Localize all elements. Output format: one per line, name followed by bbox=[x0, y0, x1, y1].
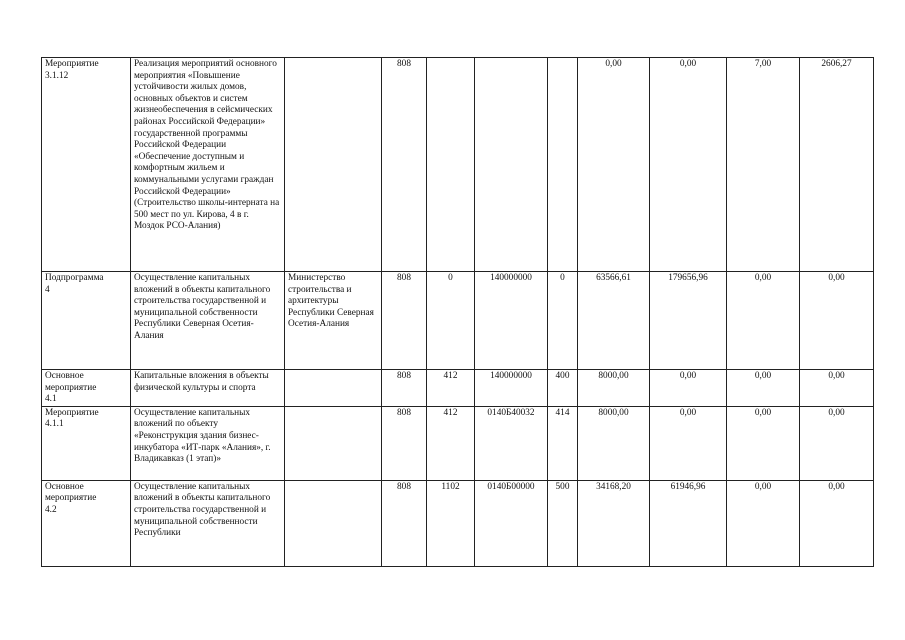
section-code-cell bbox=[427, 58, 475, 272]
section-code-cell: 0 bbox=[427, 272, 475, 370]
row-type-cell: Основное мероприятие 4.2 bbox=[42, 480, 131, 566]
description-cell: Осуществление капитальных вложений в объекты капитального строительства государственной и муниципальной собственности Республики bbox=[131, 480, 285, 566]
amount-cell-1: 8000,00 bbox=[578, 406, 650, 480]
table-row bbox=[42, 406, 874, 480]
amount-cell-3: 0,00 bbox=[727, 480, 800, 566]
amount-cell-2: 0,00 bbox=[650, 370, 727, 407]
table-row bbox=[42, 58, 874, 272]
amount-cell-3: 0,00 bbox=[727, 370, 800, 407]
expense-type-cell bbox=[548, 58, 578, 272]
amount-cell-1: 63566,61 bbox=[578, 272, 650, 370]
amount-cell-3: 0,00 bbox=[727, 272, 800, 370]
target-article-cell: 140000000 bbox=[475, 370, 548, 407]
section-code-cell: 1102 bbox=[427, 480, 475, 566]
executor-cell: Министерство строительства и архитектуры Республики Северная Осетия-Алания bbox=[285, 272, 382, 370]
row-type-cell: Мероприятие 3.1.12 bbox=[42, 58, 131, 272]
expense-type-cell: 400 bbox=[548, 370, 578, 407]
amount-cell-2: 179656,96 bbox=[650, 272, 727, 370]
grbs-code-cell: 808 bbox=[382, 406, 427, 480]
amount-cell-3: 7,00 bbox=[727, 58, 800, 272]
amount-cell-4: 0,00 bbox=[800, 480, 874, 566]
table-row bbox=[42, 480, 874, 566]
amount-cell-1: 8000,00 bbox=[578, 370, 650, 407]
description-cell: Капитальные вложения в объекты физической культуры и спорта bbox=[131, 370, 285, 407]
expense-type-cell: 414 bbox=[548, 406, 578, 480]
executor-cell bbox=[285, 58, 382, 272]
table-row bbox=[42, 370, 874, 407]
amount-cell-1: 0,00 bbox=[578, 58, 650, 272]
section-code-cell: 412 bbox=[427, 370, 475, 407]
amount-cell-2: 0,00 bbox=[650, 406, 727, 480]
target-article-cell: 0140Б00000 bbox=[475, 480, 548, 566]
grbs-code-cell: 808 bbox=[382, 480, 427, 566]
expense-type-cell: 500 bbox=[548, 480, 578, 566]
amount-cell-2: 61946,96 bbox=[650, 480, 727, 566]
amount-cell-3: 0,00 bbox=[727, 406, 800, 480]
amount-cell-4: 0,00 bbox=[800, 272, 874, 370]
row-type-cell: Мероприятие 4.1.1 bbox=[42, 406, 131, 480]
description-cell: Осуществление капитальных вложений в объекты капитального строительства государственной и муниципальной собственности Республики Северная Осетия-Алания bbox=[131, 272, 285, 370]
description-cell: Осуществление капитальных вложений по объекту «Реконструкция здания бизнес-инкубатора «ИТ-парк «Алания», г. Владикавказ (1 этап)» bbox=[131, 406, 285, 480]
target-article-cell bbox=[475, 58, 548, 272]
executor-cell bbox=[285, 480, 382, 566]
amount-cell-4: 2606,27 bbox=[800, 58, 874, 272]
expense-type-cell: 0 bbox=[548, 272, 578, 370]
amount-cell-1: 34168,20 bbox=[578, 480, 650, 566]
row-type-cell: Основное мероприятие 4.1 bbox=[42, 370, 131, 407]
section-code-cell: 412 bbox=[427, 406, 475, 480]
executor-cell bbox=[285, 370, 382, 407]
executor-cell bbox=[285, 406, 382, 480]
target-article-cell: 140000000 bbox=[475, 272, 548, 370]
budget-table bbox=[41, 57, 874, 567]
target-article-cell: 0140Б40032 bbox=[475, 406, 548, 480]
amount-cell-2: 0,00 bbox=[650, 58, 727, 272]
amount-cell-4: 0,00 bbox=[800, 406, 874, 480]
grbs-code-cell: 808 bbox=[382, 370, 427, 407]
grbs-code-cell: 808 bbox=[382, 272, 427, 370]
description-cell: Реализация мероприятий основного мероприятия «Повышение устойчивости жилых домов, основных объектов и систем жизнеобеспечения в сейсмических районах Российской Федерации» государственной программы Российской Федерации «Обеспечение доступным и комфортным жильем и коммунальными услугами граждан Российской Федерации» (Строительство школы-интерната на 500 мест по ул. Кирова, 4 в г. Моздок РСО-Алания) bbox=[131, 58, 285, 272]
table-row bbox=[42, 272, 874, 370]
amount-cell-4: 0,00 bbox=[800, 370, 874, 407]
grbs-code-cell: 808 bbox=[382, 58, 427, 272]
row-type-cell: Подпрограмма 4 bbox=[42, 272, 131, 370]
